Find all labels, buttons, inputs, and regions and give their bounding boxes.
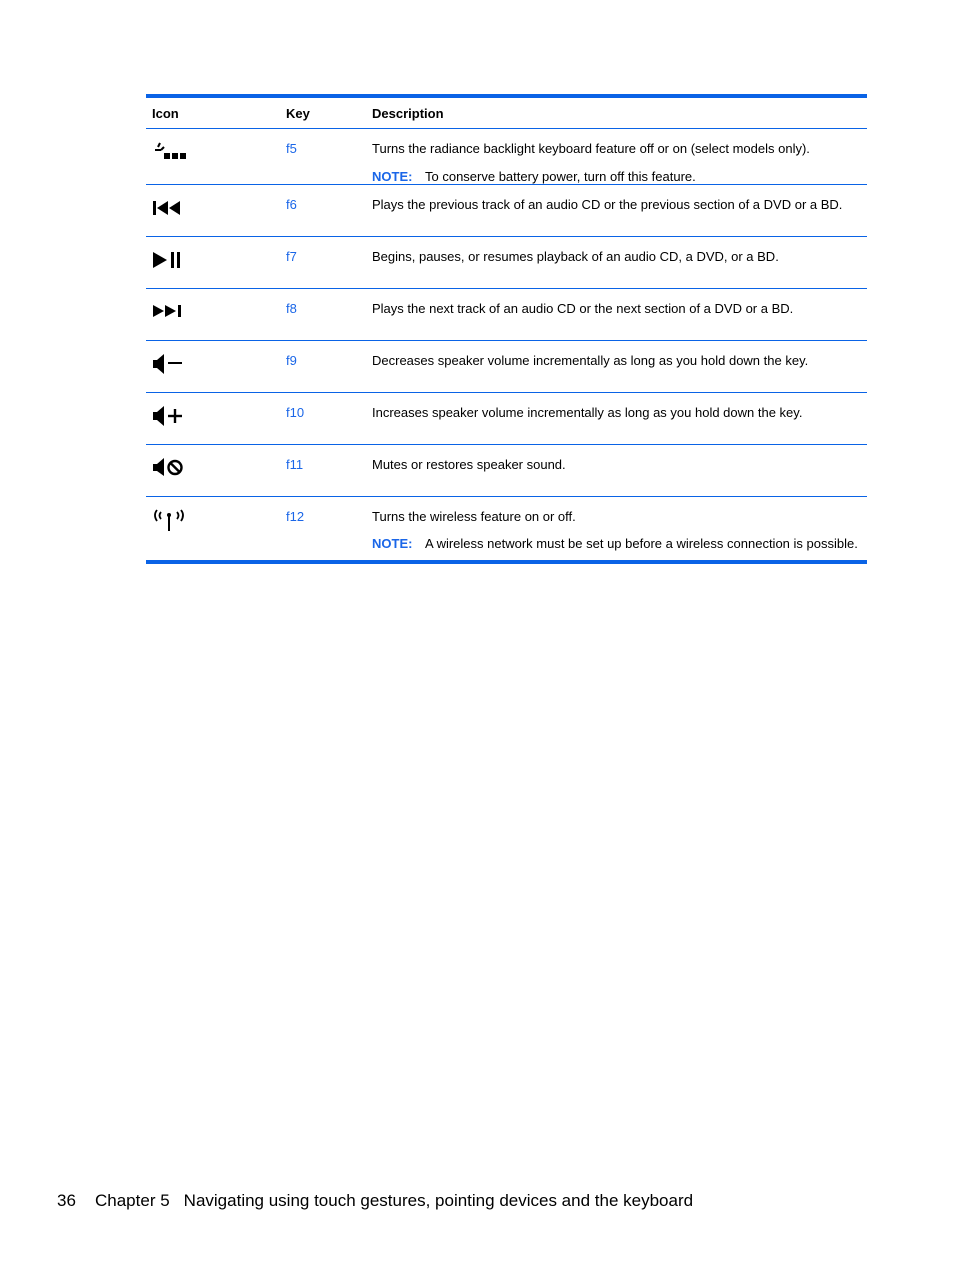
note-label: NOTE:: [372, 536, 413, 551]
note-text: A wireless network must be set up before a wireless connection is possible.: [425, 536, 858, 551]
previous-track-icon: [152, 194, 192, 222]
description-cell: [366, 393, 867, 445]
icon-cell: [146, 129, 280, 185]
note: [372, 536, 861, 551]
header-icon: Icon: [146, 96, 280, 129]
wireless-icon: [152, 506, 192, 534]
description-cell: [366, 289, 867, 341]
description-text: Begins, pauses, or resumes playback of an audio CD, a DVD, or a BD.: [372, 249, 779, 264]
key-cell: f12: [286, 509, 305, 524]
play-pause-icon: [152, 246, 192, 274]
note: [372, 169, 861, 184]
description-text: Turns the wireless feature on or off.: [372, 509, 576, 524]
key-cell: f9: [280, 341, 366, 393]
volume-up-icon: [152, 402, 192, 430]
description-cell: [366, 497, 867, 563]
key-cell: f7: [280, 237, 366, 289]
icon-cell: [146, 185, 280, 237]
description-cell: [366, 237, 867, 289]
description-cell: [366, 185, 867, 237]
description-text: Decreases speaker volume incrementally as long as you hold down the key.: [372, 353, 809, 368]
table-row: [146, 289, 867, 341]
description-text: Plays the next track of an audio CD or the next section of a DVD or a BD.: [372, 301, 794, 316]
key-cell: f10: [280, 393, 366, 445]
table-row: [146, 129, 867, 185]
note-text: To conserve battery power, turn off this feature.: [425, 169, 696, 184]
description-cell: [366, 445, 867, 497]
table-row: [146, 497, 867, 563]
icon-cell: [146, 237, 280, 289]
keyboard-backlight-icon: [152, 138, 192, 166]
page-number: 36: [57, 1191, 76, 1210]
table-header-row: [146, 96, 867, 129]
table-row: [146, 185, 867, 237]
chapter-label: Chapter 5: [95, 1191, 170, 1210]
description-text: Turns the radiance backlight keyboard feature off or on (select models only).: [372, 141, 810, 156]
icon-cell: [146, 497, 280, 563]
header-key: Key: [280, 96, 366, 129]
description-text: Mutes or restores speaker sound.: [372, 457, 566, 472]
page-footer: [57, 1191, 693, 1211]
mute-icon: [152, 454, 192, 482]
description-cell: [366, 341, 867, 393]
note-label: NOTE:: [372, 169, 413, 184]
icon-cell: [146, 445, 280, 497]
description-cell: [366, 129, 867, 185]
table-row: [146, 393, 867, 445]
icon-cell: [146, 289, 280, 341]
table-row: [146, 445, 867, 497]
table-row: [146, 237, 867, 289]
key-cell: f6: [280, 185, 366, 237]
description-text: Increases speaker volume incrementally as long as you hold down the key.: [372, 405, 803, 420]
chapter-title: Navigating using touch gestures, pointing devices and the keyboard: [183, 1191, 694, 1210]
table-row: [146, 341, 867, 393]
icon-cell: [146, 341, 280, 393]
header-description: Description: [366, 96, 867, 129]
next-track-icon: [152, 298, 192, 326]
key-cell: f11: [280, 445, 366, 497]
description-text: Plays the previous track of an audio CD or the previous section of a DVD or a BD.: [372, 197, 843, 212]
key-cell: f8: [280, 289, 366, 341]
icon-cell: [146, 393, 280, 445]
key-cell: f5: [280, 129, 366, 185]
action-keys-table: [146, 94, 867, 564]
volume-down-icon: [152, 350, 192, 378]
